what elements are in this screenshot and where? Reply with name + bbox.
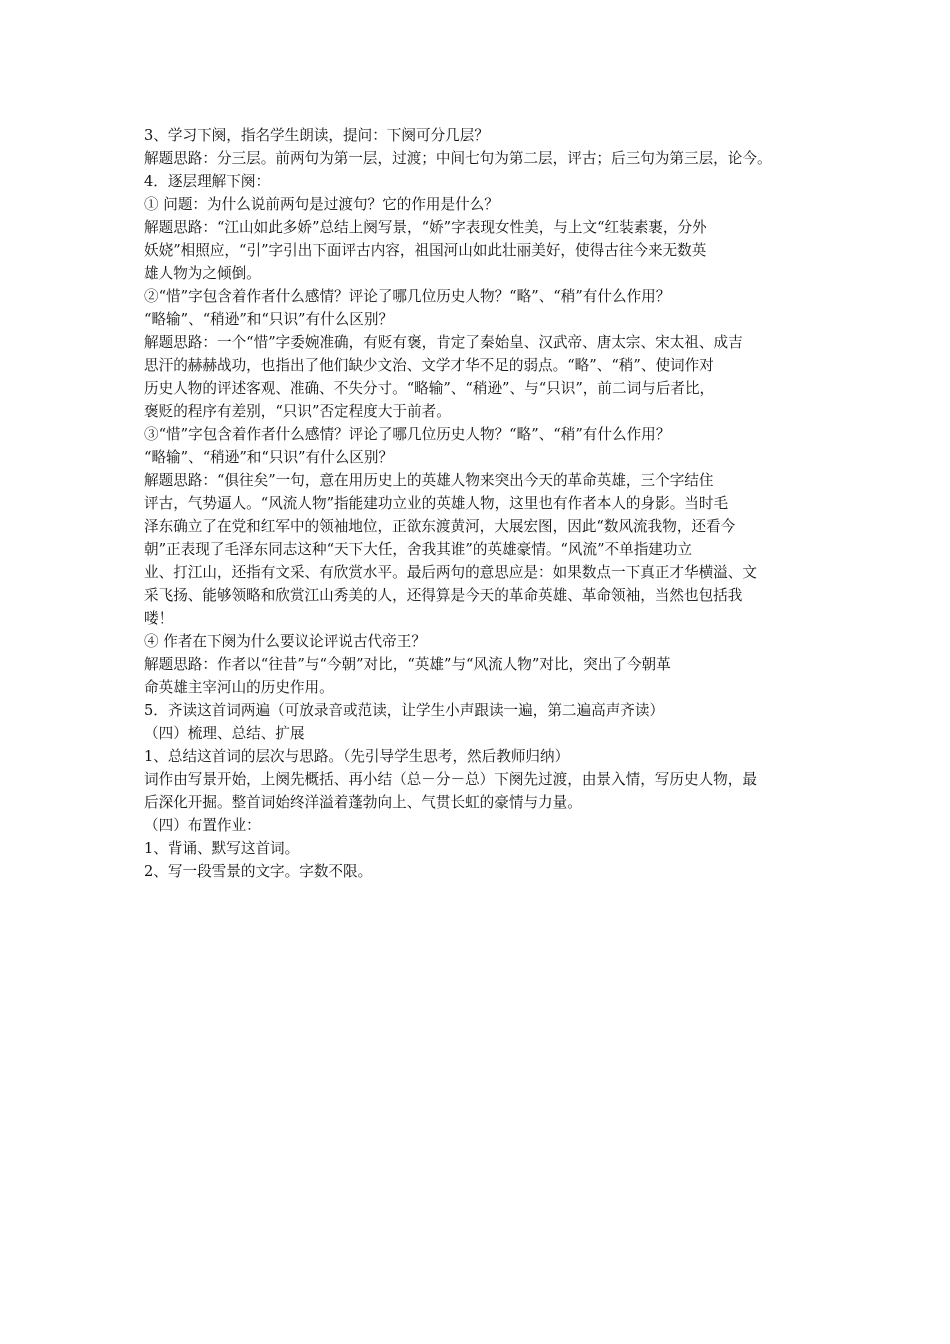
text-line: 命英雄主宰河山的历史作用。 — [144, 679, 334, 696]
text-line: 5．齐读这首词两遍（可放录音或范读，让学生小声跟读一遍，第二遍高声齐读） — [144, 702, 665, 719]
text-line: 喽！ — [144, 610, 174, 627]
text-line: 思汗的赫赫战功，也指出了他们缺少文治、文学才华不足的弱点。“略”、“稍”、使词作对 — [144, 357, 714, 374]
text-line: 2、写一段雪景的文字。字数不限。 — [144, 863, 373, 880]
text-line: 雄人物为之倾倒。 — [144, 265, 261, 282]
text-line: 1、总结这首词的层次与思路。（先引导学生思考，然后教师归纳） — [144, 748, 570, 765]
text-line: 3、学习下阕，指名学生朗读，提问：下阕可分几层？ — [144, 127, 489, 144]
text-line: “略输”、“稍逊”和“只识”有什么区别？ — [144, 449, 394, 466]
text-line: 采飞扬、能够领略和欣赏江山秀美的人，还得算是今天的革命英雄、革命领袖，当然也包括我 — [144, 587, 743, 604]
text-line: 后深化开掘。整首词始终洋溢着蓬勃向上、气贯长虹的豪情与力量。 — [144, 794, 582, 811]
text-line: （四）梳理、总结、扩展 — [144, 725, 305, 742]
text-line: 历史人物的评述客观、准确、不失分寸。“略输”、“稍逊”、与“只识”，前二词与后者比， — [144, 380, 715, 397]
text-line: 解题思路：作者以“往昔”与“今朝”对比，“英雄”与“风流人物”对比，突出了今朝革 — [144, 656, 671, 673]
text-line: ④ 作者在下阕为什么要议论评说古代帝王？ — [144, 633, 426, 650]
text-line: “略输”、“稍逊”和“只识”有什么区别？ — [144, 311, 394, 328]
text-line: ① 问题：为什么说前两句是过渡句？它的作用是什么？ — [144, 196, 499, 213]
text-line: 解题思路：“俱往矣”一句，意在用历史上的英雄人物来突出今天的革命英雄，三个字结住 — [144, 472, 714, 489]
text-line: 解题思路：“江山如此多娇”总结上阕写景，“娇”字表现女性美，与上文“红装素裹，分外 — [144, 219, 707, 236]
text-line: 业、打江山，还指有文采、有欣赏水平。最后两句的意思应是：如果数点一下真正才华横溢、文 — [144, 564, 757, 581]
text-line: 泽东确立了在党和红军中的领袖地位，正欲东渡黄河，大展宏图，因此“数风流我物，还看今 — [144, 518, 736, 535]
text-line: 朝”正表现了毛泽东同志这种“天下大任，舍我其谁”的英雄豪情。“风流”不单指建功立 — [144, 541, 693, 558]
text-line: 词作由写景开始，上阕先概括、再小结（总－分－总）下阕先过渡，由景入情，写历史人物，最 — [144, 771, 757, 788]
text-line: 褒贬的程序有差别，“只识”否定程度大于前者。 — [144, 403, 451, 420]
text-line: ②“惜”字包含着作者什么感情？评论了哪几位历史人物？“略”、“稍”有什么作用？ — [144, 288, 671, 305]
text-line: 4．逐层理解下阕： — [144, 173, 271, 190]
text-line: ③“惜”字包含着作者什么感情？评论了哪几位历史人物？“略”、“稍”有什么作用？ — [144, 426, 671, 443]
text-line: （四）布置作业： — [144, 817, 261, 834]
text-line: 1、背诵、默写这首词。 — [144, 840, 300, 857]
text-line: 妖娆”相照应，“引”字引出下面评古内容，祖国河山如此壮丽美好，使得古往今来无数英 — [144, 242, 707, 259]
text-line: 解题思路：分三层。前两句为第一层，过渡；中间七句为第二层，评古；后三句为第三层，论今。 — [144, 150, 772, 167]
text-line: 评古，气势逼人。“风流人物”指能建功立业的英雄人物，这里也有作者本人的身影。当时毛 — [144, 495, 729, 512]
document-body — [144, 124, 820, 883]
text-line: 解题思路：一个“惜”字委婉准确，有贬有褒，肯定了秦始皇、汉武帝、唐太宗、宋太祖、成吉 — [144, 334, 743, 351]
